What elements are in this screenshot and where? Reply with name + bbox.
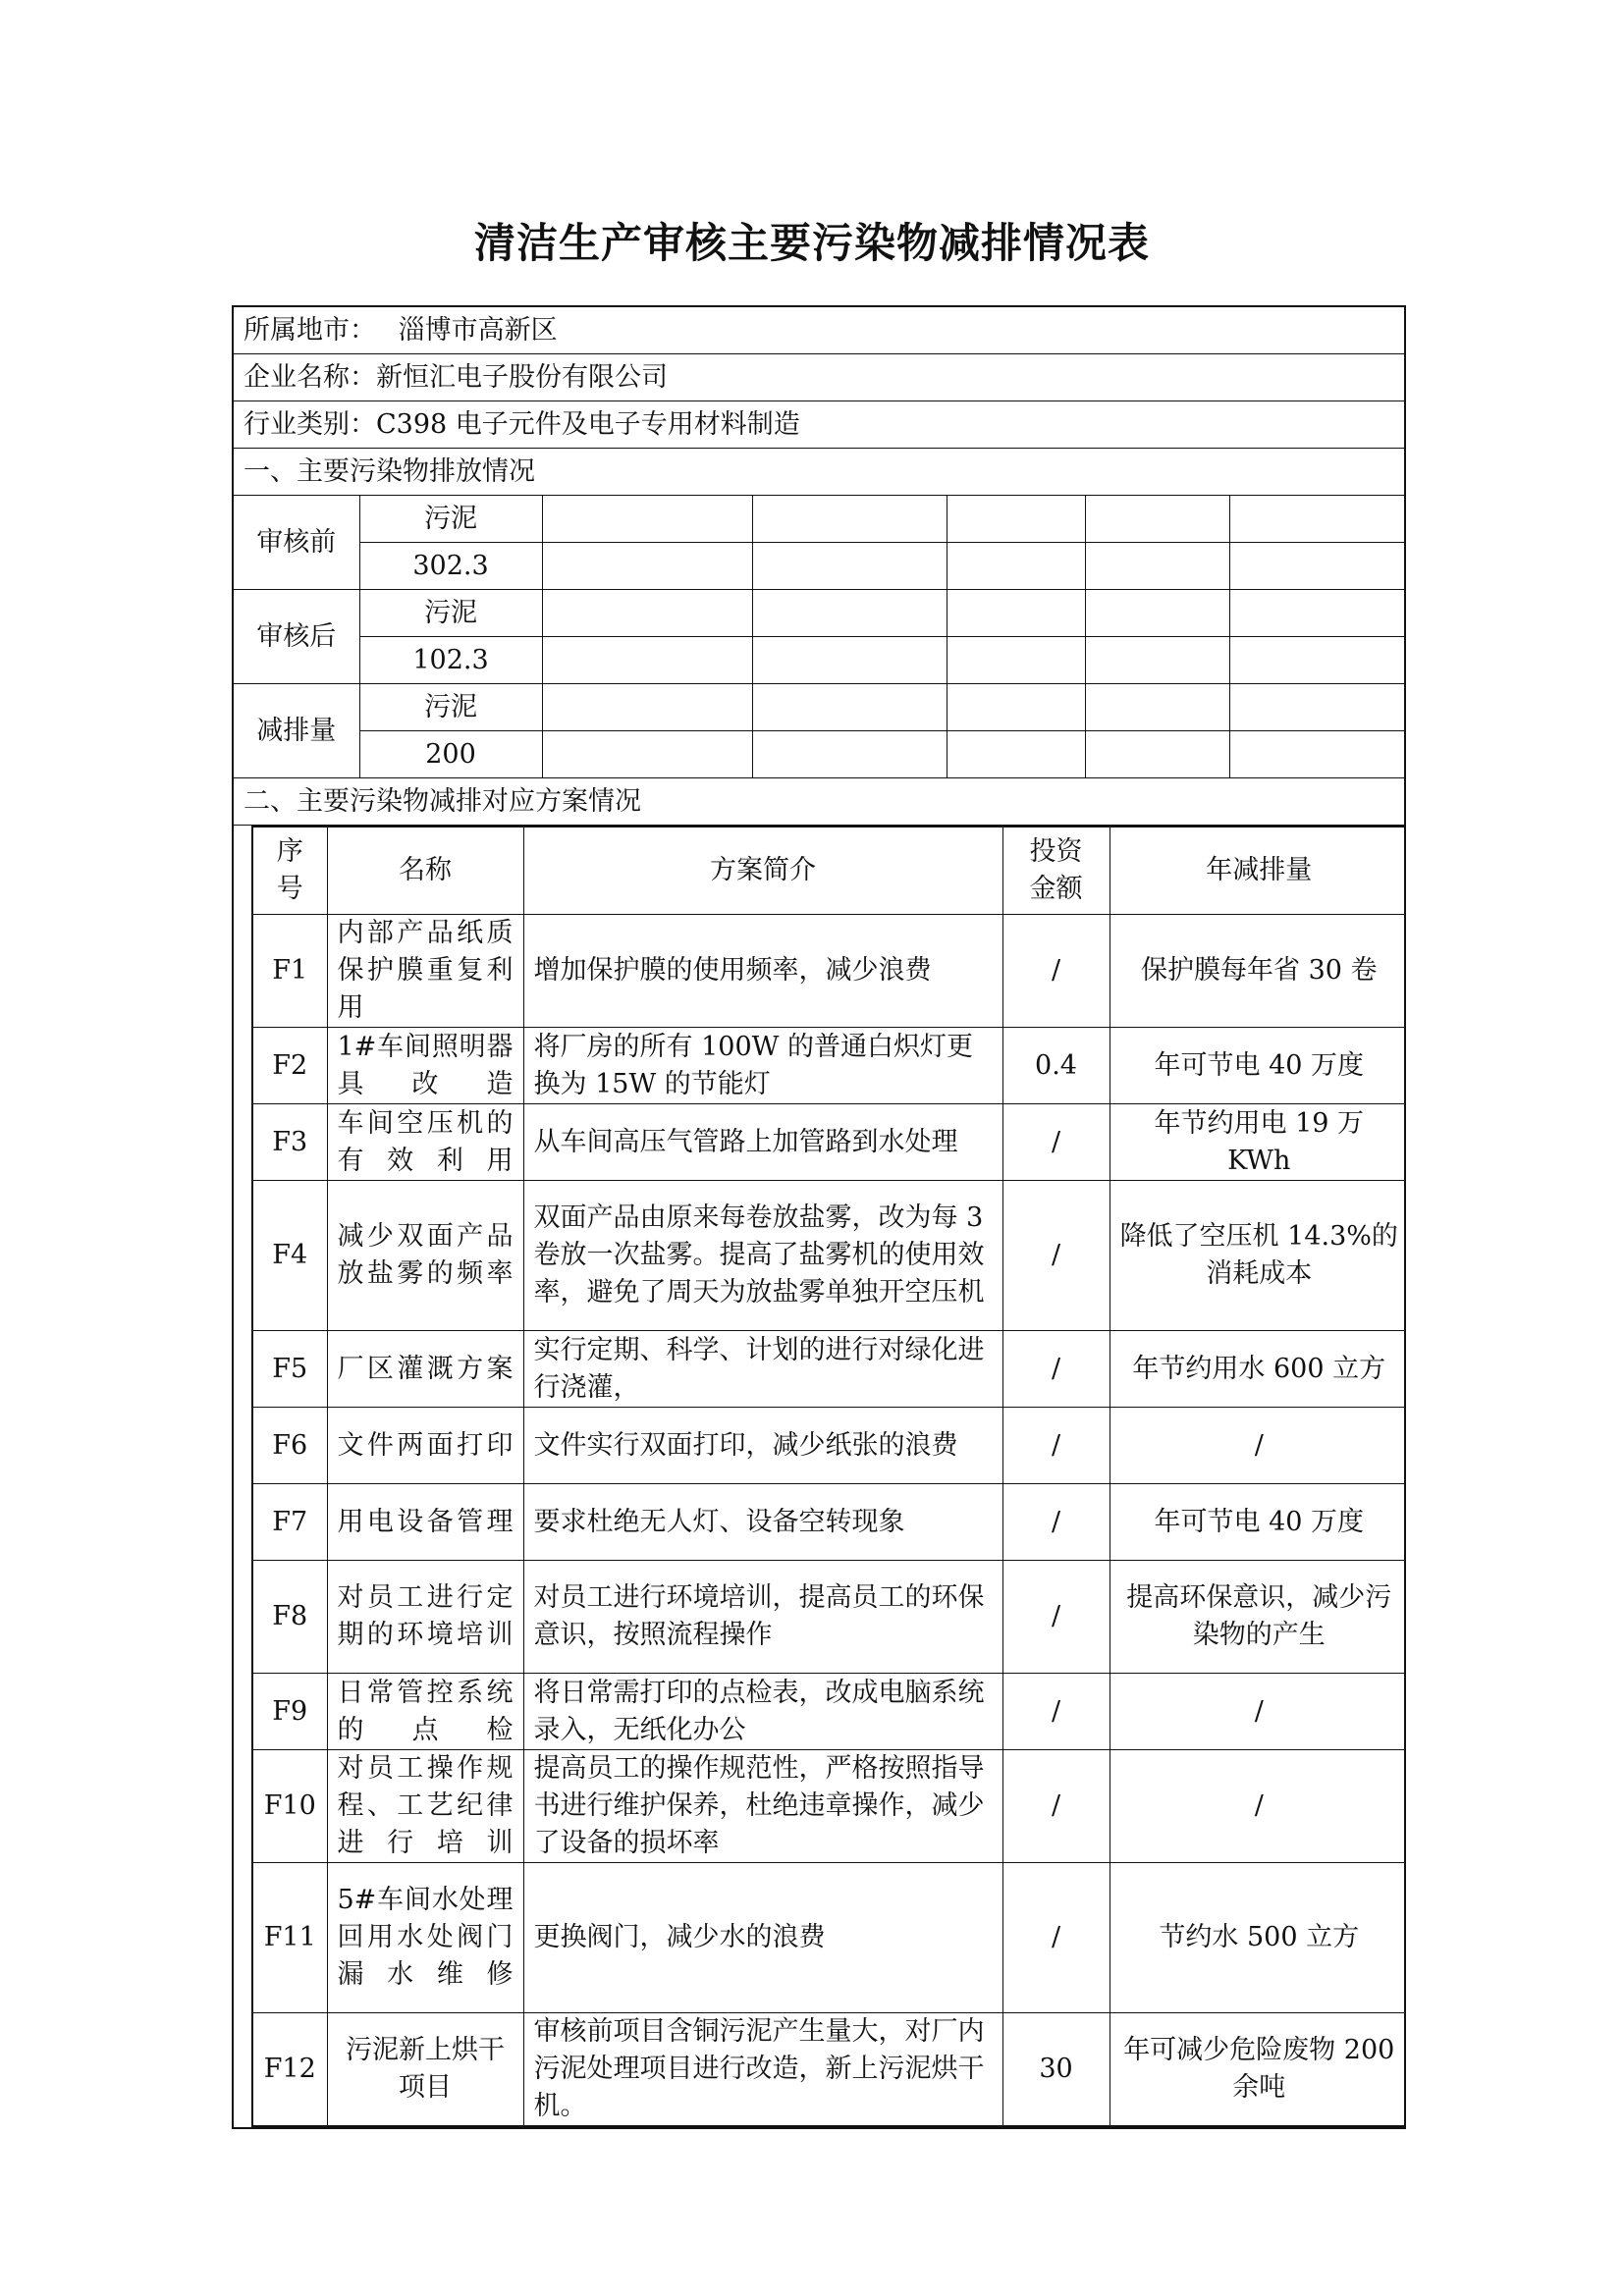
pollutant-name: 污泥 — [359, 684, 542, 731]
plan-desc: 提高员工的操作规范性，严格按照指导书进行维护保养，杜绝违章操作，减少了设备的损坏率 — [523, 1750, 1002, 1863]
plan-investment: 30 — [1002, 2013, 1110, 2127]
plan-name: 用电设备管理 — [327, 1484, 523, 1561]
plan-investment: / — [1002, 1674, 1110, 1750]
plan-investment: / — [1002, 1750, 1110, 1863]
before-audit-amount-row — [233, 543, 1405, 590]
pollutant-name: 污泥 — [359, 496, 542, 543]
plan-no: F2 — [252, 1028, 327, 1104]
header-desc: 方案简介 — [523, 827, 1002, 915]
plan-no: F6 — [252, 1408, 327, 1484]
plans-row — [233, 826, 1405, 2129]
plan-desc: 更换阀门，减少水的浪费 — [523, 1863, 1002, 2013]
after-audit-label: 审核后 — [233, 590, 359, 684]
header-no: 序号 — [252, 827, 327, 915]
plan-no: F7 — [252, 1484, 327, 1561]
plan-row — [252, 1750, 1405, 1863]
company-label: 企业名称： — [244, 361, 376, 393]
section2-heading-row — [233, 778, 1405, 826]
pollutant-amount: 102.3 — [359, 637, 542, 684]
plan-desc: 增加保护膜的使用频率，减少浪费 — [523, 915, 1002, 1028]
plan-investment: / — [1002, 1863, 1110, 2013]
plan-name: 减少双面产品放盐雾的频率 — [327, 1181, 523, 1331]
emission-report-table — [232, 305, 1406, 2129]
plan-row — [252, 1484, 1405, 1561]
industry-value: C398 电子元件及电子专用材料制造 — [376, 408, 800, 440]
reduction-label: 减排量 — [233, 684, 359, 778]
header-name: 名称 — [327, 827, 523, 915]
plan-row — [252, 1028, 1405, 1104]
city-row — [233, 306, 1405, 354]
plan-investment: / — [1002, 1104, 1110, 1181]
plan-name: 对员工进行定期的环境培训 — [327, 1561, 523, 1674]
plan-investment: 0.4 — [1002, 1028, 1110, 1104]
section1-heading-row — [233, 449, 1405, 496]
plan-no: F3 — [252, 1104, 327, 1181]
plan-annual-reduction: 节约水 500 立方 — [1110, 1863, 1405, 2013]
plan-desc: 文件实行双面打印，减少纸张的浪费 — [523, 1408, 1002, 1484]
plan-investment: / — [1002, 1561, 1110, 1674]
plan-no: F10 — [252, 1750, 327, 1863]
plan-no: F9 — [252, 1674, 327, 1750]
plan-desc: 将日常需打印的点检表，改成电脑系统录入，无纸化办公 — [523, 1674, 1002, 1750]
page-title: 清洁生产审核主要污染物减排情况表 — [473, 219, 1150, 267]
plan-row — [252, 1561, 1405, 1674]
reduction-amount-row — [233, 731, 1405, 778]
plan-investment: / — [1002, 1181, 1110, 1331]
plan-investment: / — [1002, 1484, 1110, 1561]
plan-annual-reduction: 降低了空压机 14.3%的消耗成本 — [1110, 1181, 1405, 1331]
city-label: 所属地市： — [244, 314, 376, 346]
plan-investment: / — [1002, 1408, 1110, 1484]
before-audit-pollutant-row — [233, 496, 1405, 543]
plan-name: 污泥新上烘干项目 — [327, 2013, 523, 2127]
section2-heading: 二、主要污染物减排对应方案情况 — [233, 778, 1405, 826]
plan-name: 车间空压机的有效利用 — [327, 1104, 523, 1181]
plan-row — [252, 1674, 1405, 1750]
plan-row — [252, 915, 1405, 1028]
plan-investment: / — [1002, 915, 1110, 1028]
plan-row — [252, 1104, 1405, 1181]
plan-annual-reduction: 年可节电 40 万度 — [1110, 1484, 1405, 1561]
plan-desc: 对员工进行环境培训，提高员工的环保意识，按照流程操作 — [523, 1561, 1002, 1674]
plan-name: 厂区灌溉方案 — [327, 1331, 523, 1408]
pollutant-amount: 200 — [359, 731, 542, 778]
plan-desc: 双面产品由原来每卷放盐雾，改为每 3 卷放一次盐雾。提高了盐雾机的使用效率，避免了周天为放盐雾单独开空压机 — [523, 1181, 1002, 1331]
industry-row — [233, 401, 1405, 449]
city-value: 淄博市高新区 — [398, 314, 558, 346]
plans-table — [251, 826, 1405, 2127]
plan-annual-reduction: 年节约用水 600 立方 — [1110, 1331, 1405, 1408]
plan-desc: 要求杜绝无人灯、设备空转现象 — [523, 1484, 1002, 1561]
plan-no: F1 — [252, 915, 327, 1028]
plan-desc: 从车间高压气管路上加管路到水处理 — [523, 1104, 1002, 1181]
plan-row — [252, 2013, 1405, 2127]
plan-name: 文件两面打印 — [327, 1408, 523, 1484]
before-audit-label: 审核前 — [233, 496, 359, 590]
plan-row — [252, 1408, 1405, 1484]
plan-no: F4 — [252, 1181, 327, 1331]
plan-desc: 实行定期、科学、计划的进行对绿化进行浇灌， — [523, 1331, 1002, 1408]
plan-desc: 将厂房的所有 100W 的普通白炽灯更换为 15W 的节能灯 — [523, 1028, 1002, 1104]
plan-row — [252, 1181, 1405, 1331]
reduction-pollutant-row — [233, 684, 1405, 731]
plan-annual-reduction: / — [1110, 1750, 1405, 1863]
after-audit-pollutant-row — [233, 590, 1405, 637]
after-audit-amount-row — [233, 637, 1405, 684]
plan-investment: / — [1002, 1331, 1110, 1408]
plan-name: 1#车间照明器具改造 — [327, 1028, 523, 1104]
pollutant-name: 污泥 — [359, 590, 542, 637]
plan-no: F8 — [252, 1561, 327, 1674]
plan-no: F5 — [252, 1331, 327, 1408]
plan-name: 日常管控系统的点检 — [327, 1674, 523, 1750]
company-row — [233, 354, 1405, 401]
plan-annual-reduction: / — [1110, 1408, 1405, 1484]
plan-name: 对员工操作规程、工艺纪律进行培训 — [327, 1750, 523, 1863]
header-reduction: 年减排量 — [1110, 827, 1405, 915]
plan-annual-reduction: 保护膜每年省 30 卷 — [1110, 915, 1405, 1028]
company-value: 新恒汇电子股份有限公司 — [376, 361, 668, 393]
plan-no: F11 — [252, 1863, 327, 2013]
pollutant-amount: 302.3 — [359, 543, 542, 590]
header-invest: 投资金额 — [1002, 827, 1110, 915]
plan-no: F12 — [252, 2013, 327, 2127]
plan-desc: 审核前项目含铜污泥产生量大，对厂内污泥处理项目进行改造，新上污泥烘干机。 — [523, 2013, 1002, 2127]
plans-header-row — [252, 827, 1405, 915]
plan-annual-reduction: 年节约用电 19 万 KWh — [1110, 1104, 1405, 1181]
plan-annual-reduction: 提高环保意识，减少污染物的产生 — [1110, 1561, 1405, 1674]
plan-row — [252, 1331, 1405, 1408]
plan-annual-reduction: / — [1110, 1674, 1405, 1750]
plan-row — [252, 1863, 1405, 2013]
plan-annual-reduction: 年可减少危险废物 200 余吨 — [1110, 2013, 1405, 2127]
plan-name: 5#车间水处理回用水处阀门漏水维修 — [327, 1863, 523, 2013]
section1-heading: 一、主要污染物排放情况 — [233, 449, 1405, 496]
plan-annual-reduction: 年可节电 40 万度 — [1110, 1028, 1405, 1104]
industry-label: 行业类别： — [244, 408, 376, 440]
plan-name: 内部产品纸质保护膜重复利用 — [327, 915, 523, 1028]
